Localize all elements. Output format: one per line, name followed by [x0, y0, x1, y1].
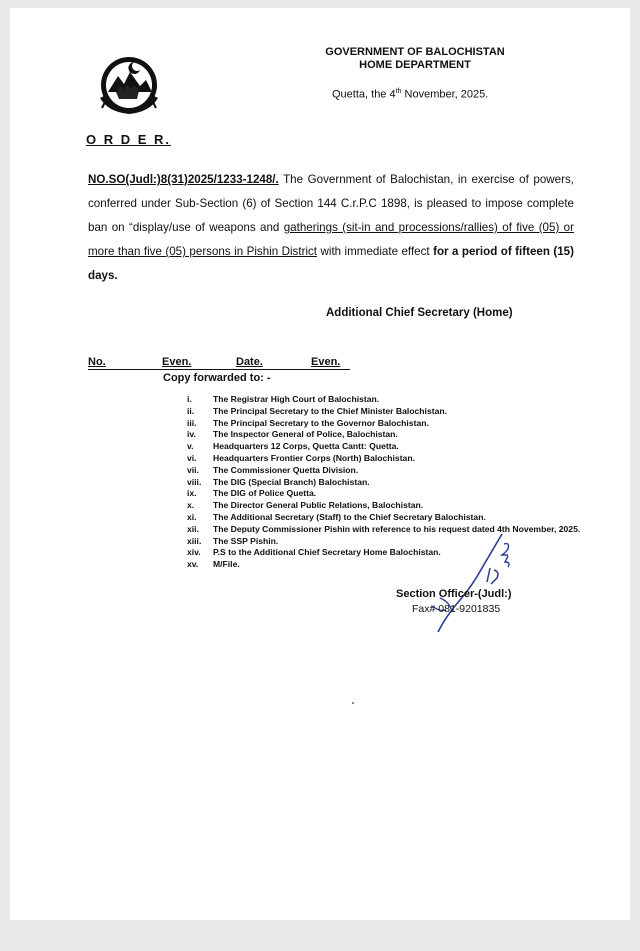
recipient-text: The DIG of Police Quetta. [213, 488, 317, 499]
recipient-item [187, 418, 587, 430]
recipient-number: xiii. [187, 535, 202, 546]
order-body: NO.SO(Judl:)8(31)2025/1233-1248/. The Government of Balochistan, in exercise of powers, conferred under Sub-Section (6) of Section 144 C.r.P.C 1898, is pleased to impose complete ban on “display/use of weapons and gatherings (sit-in and processions/rallies) of five (05) or more than five (05) persons in Pishin District with immediate effect for a period of fifteen (15) days. [88, 173, 574, 282]
balochistan-emblem-icon [94, 50, 164, 120]
recipient-item [187, 406, 587, 418]
order-title: O R D E R. [86, 132, 172, 147]
recipient-text: The Deputy Commissioner Pishin with reference to his request dated 4th November, 2025. [213, 523, 581, 534]
recipient-number: x. [187, 500, 195, 511]
recipient-text: The Principal Secretary to the Governor Balochistan. [213, 417, 429, 428]
recipient-item [187, 394, 587, 406]
recipient-number: xi. [187, 511, 197, 522]
recipient-text: The Inspector General of Police, Balochistan. [213, 429, 398, 440]
recipient-number: vi. [187, 452, 197, 463]
recipient-item [187, 477, 587, 489]
government-name: GOVERNMENT OF BALOCHISTAN [325, 46, 505, 58]
recipient-number: xv. [187, 559, 199, 570]
recipient-item [187, 500, 587, 512]
recipient-text: P.S to the Additional Chief Secretary Home Balochistan. [213, 547, 441, 558]
letterhead [320, 46, 510, 72]
recipient-number: ix. [187, 488, 197, 499]
recipient-number: iv. [187, 429, 196, 440]
recipient-text: The SSP Pishin. [213, 535, 279, 546]
copy-forwarded-heading: Copy forwarded to: - [163, 372, 271, 384]
recipient-text: Headquarters Frontier Corps (North) Balochistan. [213, 452, 415, 463]
recipient-text: The Registrar High Court of Balochistan. [213, 394, 380, 404]
recipient-item [187, 488, 587, 500]
recipient-item [187, 453, 587, 465]
department-name: HOME DEPARTMENT [359, 59, 471, 71]
recipient-item [187, 441, 587, 453]
order-number: NO.SO(Judl:)8(31)2025/1233-1248/. [88, 173, 279, 186]
recipient-item [187, 429, 587, 441]
recipient-text: M/File. [213, 559, 240, 570]
recipient-text: The Principal Secretary to the Chief Minister Balochistan. [213, 405, 447, 416]
handwritten-signature [420, 528, 530, 638]
recipient-number: ii. [187, 405, 195, 416]
recipient-number: vii. [187, 464, 199, 475]
section-officer: Section Officer-(Judl:) [396, 588, 512, 600]
recipient-number: v. [187, 441, 194, 452]
document-page: GOVERNMENT OF BALOCHISTAN HOME DEPARTMENT Quetta, the 4th November, 2025. O R D E R. NO.SO(Judl:)8(31)2025/1233-1248/. The Government of Balochistan, in exercise of powers, conferred under Sub-Section (6) of Section 144 C.r.P.C 1898, is pleased to impose complete ban on “display/use of weapons and gatherings (sit-in and processions/rallies) of five (05) or more than five (05) persons in Pishin District with immediate effect for a period of fifteen (15) days. Additional Chief Secretary (Home) No. Even. Date. Even. Copy forwarded to: - i. The Registrar High Court of Balochistan. ii. The Principal Secretary to the Chief Minister Balochistan. iii. The Principal Secretary to the Governor Balochistan. iv. The Inspector General of Police, Balochistan. v. Headquarters 12 Corps, Quetta Cantt: Quetta. vi. Headquarters Frontier Corps (North) Balochistan. vii. The Commissioner Quetta Division. viii. The DIG (Special Branch) Balochistan. ix. The DIG of Police Quetta. x. The Director General Public Relations, Balochistan. xi. The Additional Secretary (Staff) to the Chief Secretary Balochistan. xii. The Deputy Commissioner Pishin with reference to his request dated 4th November, 2025. xiii. The SSP Pishin. xiv. P.S to the Additional Chief Secretary Home Balochistan. xv. M/File. Section Officer-(Judl:) Fax# 081-9201835 [10, 8, 630, 920]
recipient-text: The Additional Secretary (Staff) to the Chief Secretary Balochistan. [213, 511, 486, 522]
signatory-title: Additional Chief Secretary (Home) [326, 307, 513, 319]
recipient-number: i. [187, 394, 192, 404]
order-date: Quetta, the 4th November, 2025. [332, 88, 489, 101]
recipient-number: iii. [187, 417, 197, 428]
recipient-number: xiv. [187, 547, 201, 558]
recipient-text: The Commissioner Quetta Division. [213, 464, 359, 475]
fax-number: Fax# 081-9201835 [412, 603, 501, 615]
recipient-number: viii. [187, 476, 202, 487]
recipient-text: The Director General Public Relations, Balochistan. [213, 500, 424, 511]
recipient-item [187, 465, 587, 477]
recipient-text: The DIG (Special Branch) Balochistan. [213, 476, 370, 487]
recipient-item [187, 512, 587, 524]
recipient-text: Headquarters 12 Corps, Quetta Cantt: Quetta. [213, 441, 399, 452]
scan-speck [352, 702, 354, 704]
recipient-number: xii. [187, 523, 199, 534]
